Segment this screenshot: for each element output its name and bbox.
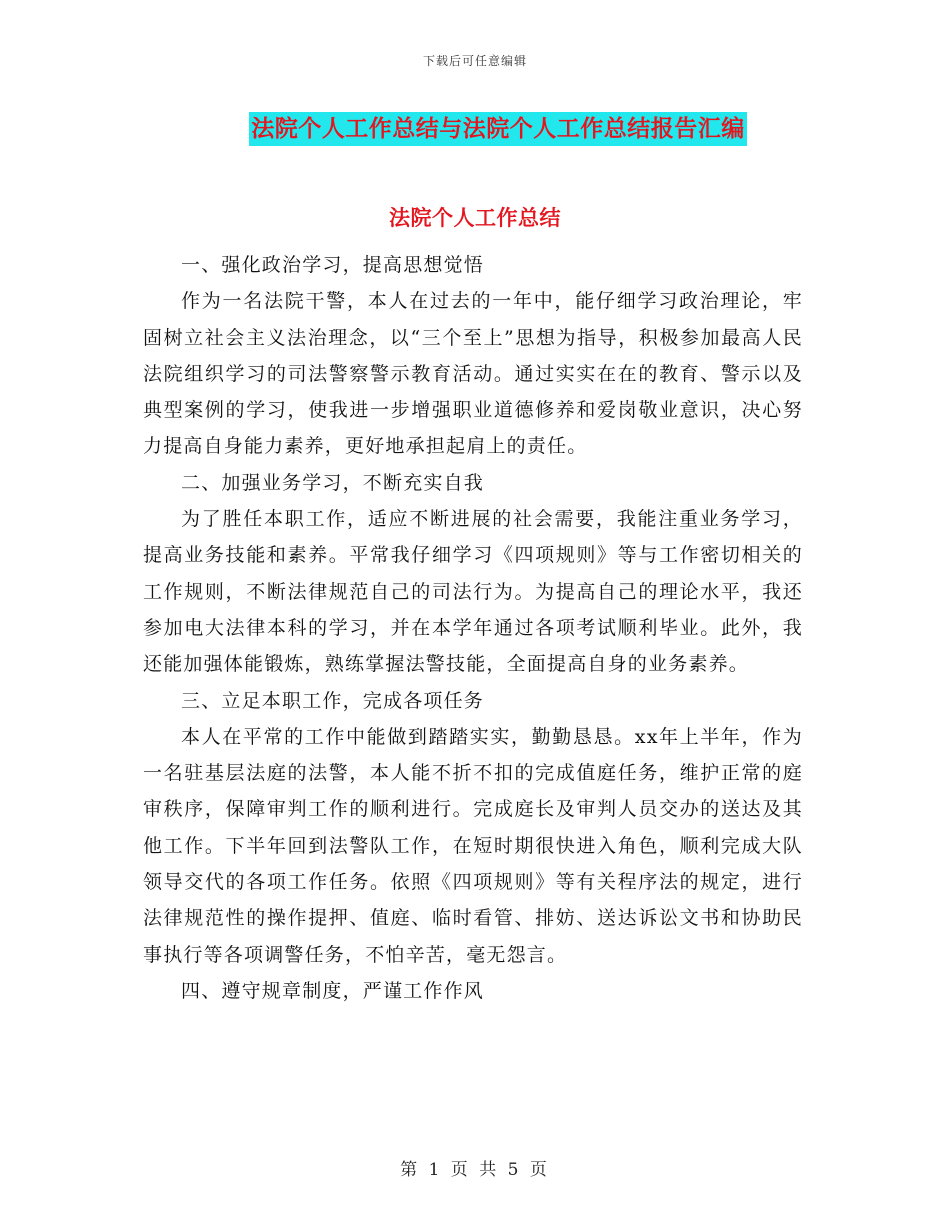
heading-2: 二、加强业务学习，不断充实自我	[181, 471, 485, 494]
heading-4: 四、遵守规章制度，严谨工作作风	[181, 979, 485, 1002]
main-title: 法院个人工作总结与法院个人工作总结报告汇编	[249, 112, 747, 146]
paragraph-2: 为了胜任本职工作，适应不断进展的社会需要，我能注重业务学习，提高业务技能和素养。平常我仔细学习《四项规则》等与工作密切相关的工作规则，不断法律规范自己的司法行为。为提高自己的理论水平，我还参加电大法律本科的学习，并在本学年通过各项考试顺利毕业。此外，我还能加强体能锻炼，熟练掌握法警技能，全面提高自身的业务素养。	[143, 508, 803, 676]
section-title: 法院个人工作总结	[389, 205, 561, 230]
paragraph-1: 作为一名法院干警，本人在过去的一年中，能仔细学习政治理论，牢固树立社会主义法治理念，以“三个至上”思想为指导，积极参加最高人民法院组织学习的司法警察警示教育活动。通过实实在在的教育、警示以及典型案例的学习，使我进一步增强职业道德修养和爱岗敬业意识，决心努力提高自身能力素养，更好地承担起肩上的责任。	[143, 290, 803, 458]
main-title-wrap	[0, 112, 950, 146]
heading-3: 三、立足本职工作，完成各项任务	[181, 689, 485, 712]
document-body	[143, 247, 803, 1009]
paragraph-3: 本人在平常的工作中能做到踏踏实实，勤勤恳恳。xx年上半年，作为一名驻基层法庭的法警，本人能不折不扣的完成值庭任务，维护正常的庭审秩序，保障审判工作的顺利进行。完成庭长及审判人员交办的送达及其他工作。下半年回到法警队工作，在短时期很快进入角色，顺利完成大队领导交代的各项工作任务。依照《四项规则》等有关程序法的规定，进行法律规范性的操作提押、值庭、临时看管、排妨、送达诉讼文书和协助民事执行等各项调警任务，不怕辛苦，毫无怨言。	[143, 725, 803, 966]
heading-1: 一、强化政治学习，提高思想觉悟	[181, 254, 485, 276]
page-footer: 第 1 页 共 5 页	[400, 1160, 550, 1180]
header-note: 下载后可任意编辑	[422, 54, 527, 68]
